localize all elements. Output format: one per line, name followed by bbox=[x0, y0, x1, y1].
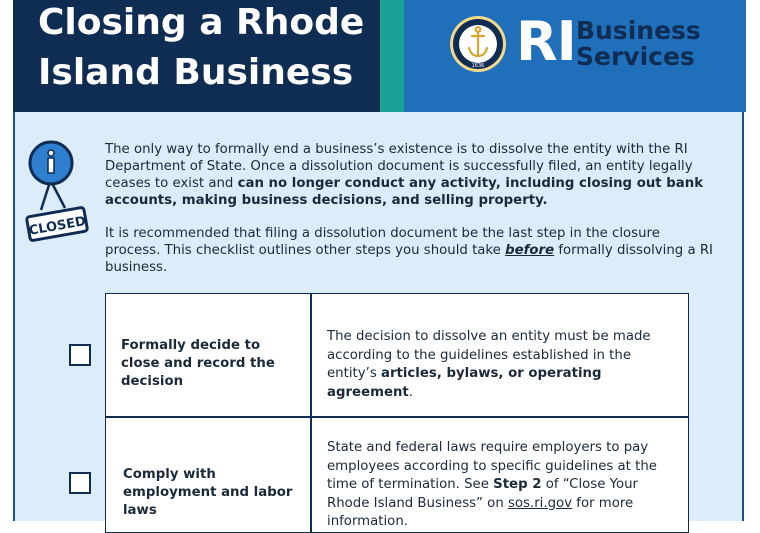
intro-paragraph-1 bbox=[105, 141, 715, 209]
intro-paragraph-2 bbox=[105, 225, 715, 276]
step-1-title: Formally decide to close and record the decision bbox=[121, 338, 275, 389]
title-line-1: Closing a Rhode bbox=[38, 2, 365, 43]
step-2-desc-mid: of “Close Your Rhode Island Business” on bbox=[327, 477, 639, 511]
title-line-2: Island Business bbox=[38, 52, 354, 93]
step-2-desc-end: for more information. bbox=[327, 495, 634, 529]
page-title bbox=[38, 0, 364, 98]
checkbox-employment-laws[interactable] bbox=[69, 472, 91, 494]
brand-ri-text: RI bbox=[516, 10, 576, 73]
brand-sub-line-1: Business bbox=[576, 16, 701, 45]
step-2-title: Comply with employment and labor laws bbox=[123, 467, 293, 518]
intro-p1-text: The only way to formally end a business’s existence is to dissolve the entity with the RI Department of State. Once a dissolution document is successfully filed, an entity legally ceases to exist and bbox=[105, 142, 693, 191]
brand-sub-line-2: Services bbox=[576, 42, 695, 71]
table-column-divider bbox=[310, 293, 312, 533]
step-1-desc-end: . bbox=[408, 384, 414, 400]
step-2-description bbox=[327, 439, 677, 532]
step-1-desc-text: The decision to dissolve an entity must be made according to the guidelines established in the entity’s bbox=[327, 329, 651, 381]
step-1-description bbox=[327, 328, 677, 402]
checkbox-decide-to-close[interactable] bbox=[69, 344, 91, 366]
step-1-desc-bold: articles, bylaws, or operating agreement bbox=[327, 366, 602, 400]
intro-p2-text-end: formally dissolving a RI business. bbox=[105, 243, 713, 275]
step-2-desc-bold: Step 2 bbox=[493, 477, 542, 492]
seal-year: 1636 bbox=[471, 63, 485, 69]
sos-ri-gov-link[interactable]: sos.ri.gov bbox=[507, 495, 573, 511]
table-row-divider bbox=[105, 416, 689, 418]
intro-p2-text: It is recommended that filing a dissolution document be the last step in the closure process. This checklist outlines other steps you should take bbox=[105, 226, 660, 258]
closed-sign-text: CLOSED bbox=[27, 214, 88, 239]
ri-state-seal-icon bbox=[449, 15, 507, 73]
intro-p2-emphasis: before bbox=[505, 243, 555, 258]
intro-p1-bold: can no longer conduct any activity, including closing out bank accounts, making business decisions, and selling property. bbox=[105, 176, 704, 208]
header-accent-strip bbox=[380, 0, 404, 112]
step-2-desc-text: State and federal laws require employers to pay employees according to specific guidelines at the time of termination. See bbox=[327, 440, 657, 492]
brand-subtitle bbox=[576, 18, 701, 70]
closed-sign-info-icon bbox=[22, 140, 92, 245]
